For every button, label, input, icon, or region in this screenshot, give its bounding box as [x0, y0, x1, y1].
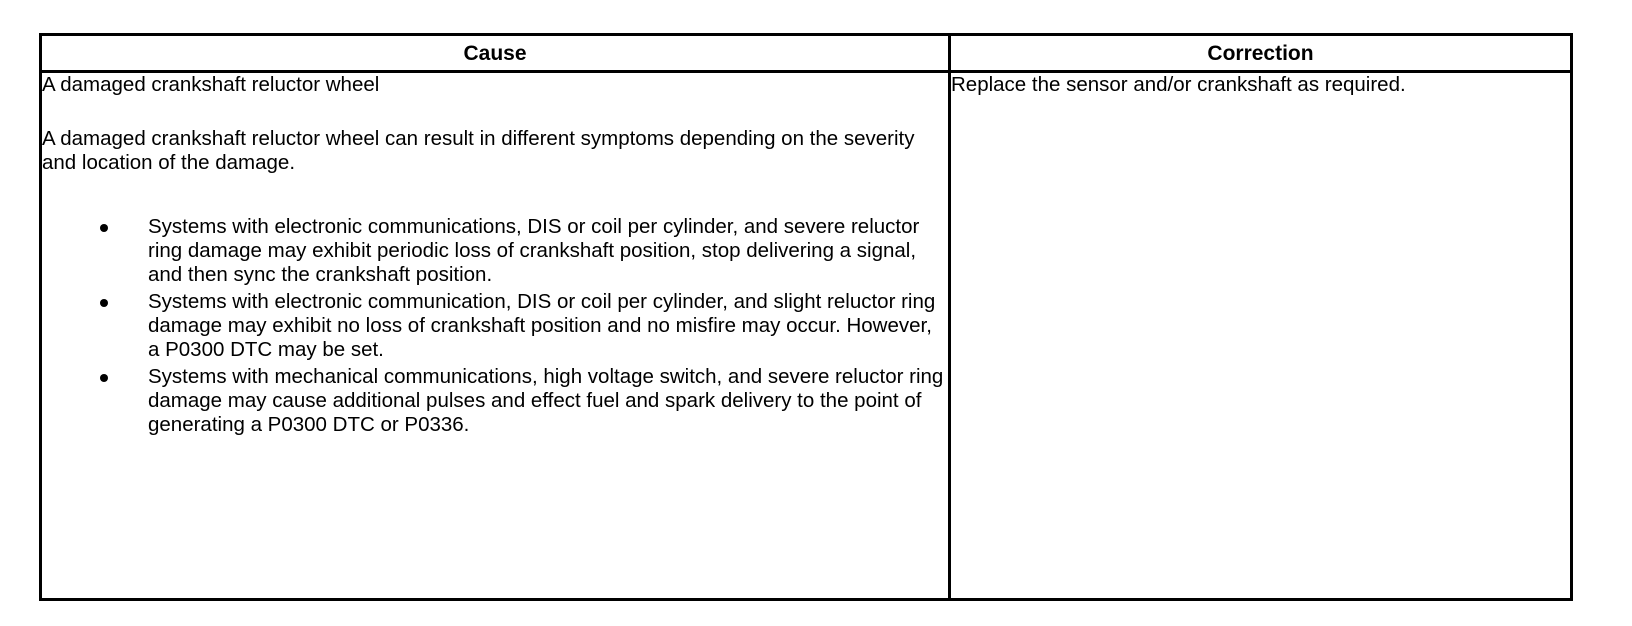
cause-heading: A damaged crankshaft reluctor wheel [42, 73, 380, 96]
bullet-icon [100, 374, 108, 382]
symptom-list [42, 215, 948, 437]
list-item [42, 215, 948, 287]
cause-correction-table [39, 33, 1573, 601]
cause-intro: A damaged crankshaft reluctor wheel can result in different symptoms depending on the severity and location of the damage. [42, 127, 915, 174]
list-item [42, 290, 948, 362]
bullet-icon [100, 224, 108, 232]
list-item [42, 365, 948, 437]
table-row [41, 72, 1572, 600]
list-item-text: Systems with electronic communication, DIS or coil per cylinder, and slight reluctor ring damage may exhibit no loss of crankshaft position and no misfire may occur. However, a P0300 DTC may be set. [148, 290, 936, 361]
cause-column-header: Cause [41, 35, 950, 72]
correction-column-header: Correction [950, 35, 1572, 72]
bullet-icon [100, 299, 108, 307]
table-header-row [41, 35, 1572, 72]
cause-cell [41, 72, 950, 600]
list-item-text: Systems with electronic communications, DIS or coil per cylinder, and severe reluctor ring damage may exhibit periodic loss of crankshaft position, stop delivering a signal, and then sync the crankshaft position. [148, 215, 920, 286]
list-item-text: Systems with mechanical communications, high voltage switch, and severe reluctor ring damage may cause additional pulses and effect fuel and spark delivery to the point of generating a P0300 DTC or P0336. [148, 365, 944, 436]
correction-cell: Replace the sensor and/or crankshaft as required. [950, 72, 1572, 600]
